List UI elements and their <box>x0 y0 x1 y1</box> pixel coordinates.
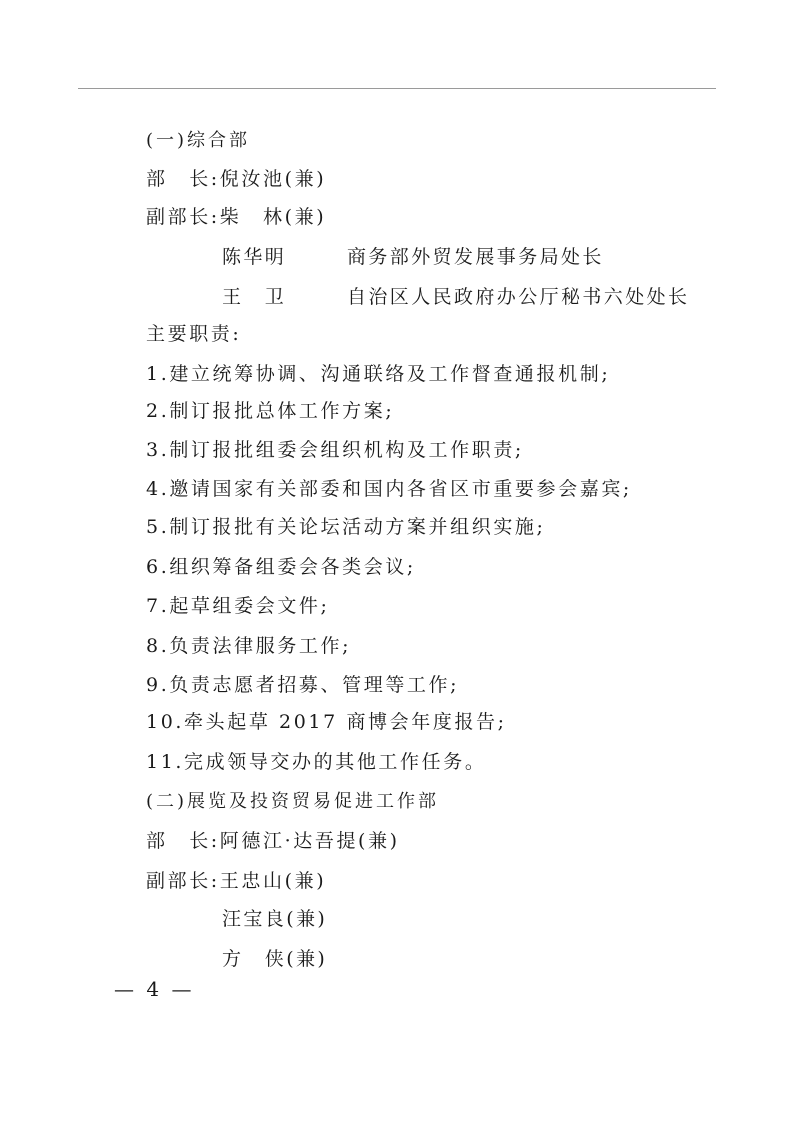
duty-item: 7.起草组委会文件; <box>146 595 330 617</box>
section-2-extra-vice: 方 侠(兼) <box>222 948 328 970</box>
section-2-title: (二)展览及投资贸易促进工作部 <box>146 791 440 812</box>
member-role: 自治区人民政府办公厅秘书六处处长 <box>347 286 690 308</box>
section-2-minister: 部 长:阿德江·达吾提(兼) <box>146 830 400 852</box>
duties-label: 主要职责: <box>146 323 242 345</box>
section-2-extra-vice: 汪宝良(兼) <box>222 908 328 930</box>
page-number: — 4 — <box>114 977 195 1001</box>
duty-item: 9.负责志愿者招募、管理等工作; <box>146 674 460 696</box>
duty-item: 3.制订报批组委会组织机构及工作职责; <box>146 439 524 461</box>
duty-item: 4.邀请国家有关部委和国内各省区市重要参会嘉宾; <box>146 478 632 500</box>
duty-item: 8.负责法律服务工作; <box>146 635 352 657</box>
member-role: 商务部外贸发展事务局处长 <box>347 246 604 268</box>
duty-item: 11.完成领导交办的其他工作任务。 <box>146 751 487 773</box>
duty-item: 1.建立统筹协调、沟通联络及工作督查通报机制; <box>146 363 611 385</box>
section-2-vice-minister: 副部长:王忠山(兼) <box>146 870 327 892</box>
duty-item: 5.制订报批有关论坛活动方案并组织实施; <box>146 516 546 538</box>
member-name: 陈华明 <box>222 246 287 268</box>
section-1-vice-minister: 副部长:柴 林(兼) <box>146 206 327 228</box>
duty-item: 6.组织筹备组委会各类会议; <box>146 556 416 578</box>
member-name: 王 卫 <box>222 286 287 308</box>
duty-item: 10.牵头起草 2017 商博会年度报告; <box>146 711 507 733</box>
section-1-minister: 部 长:倪汝池(兼) <box>146 168 327 190</box>
section-1-title: (一)综合部 <box>146 130 251 151</box>
header-rule <box>78 88 716 89</box>
duty-item: 2.制订报批总体工作方案; <box>146 400 395 422</box>
